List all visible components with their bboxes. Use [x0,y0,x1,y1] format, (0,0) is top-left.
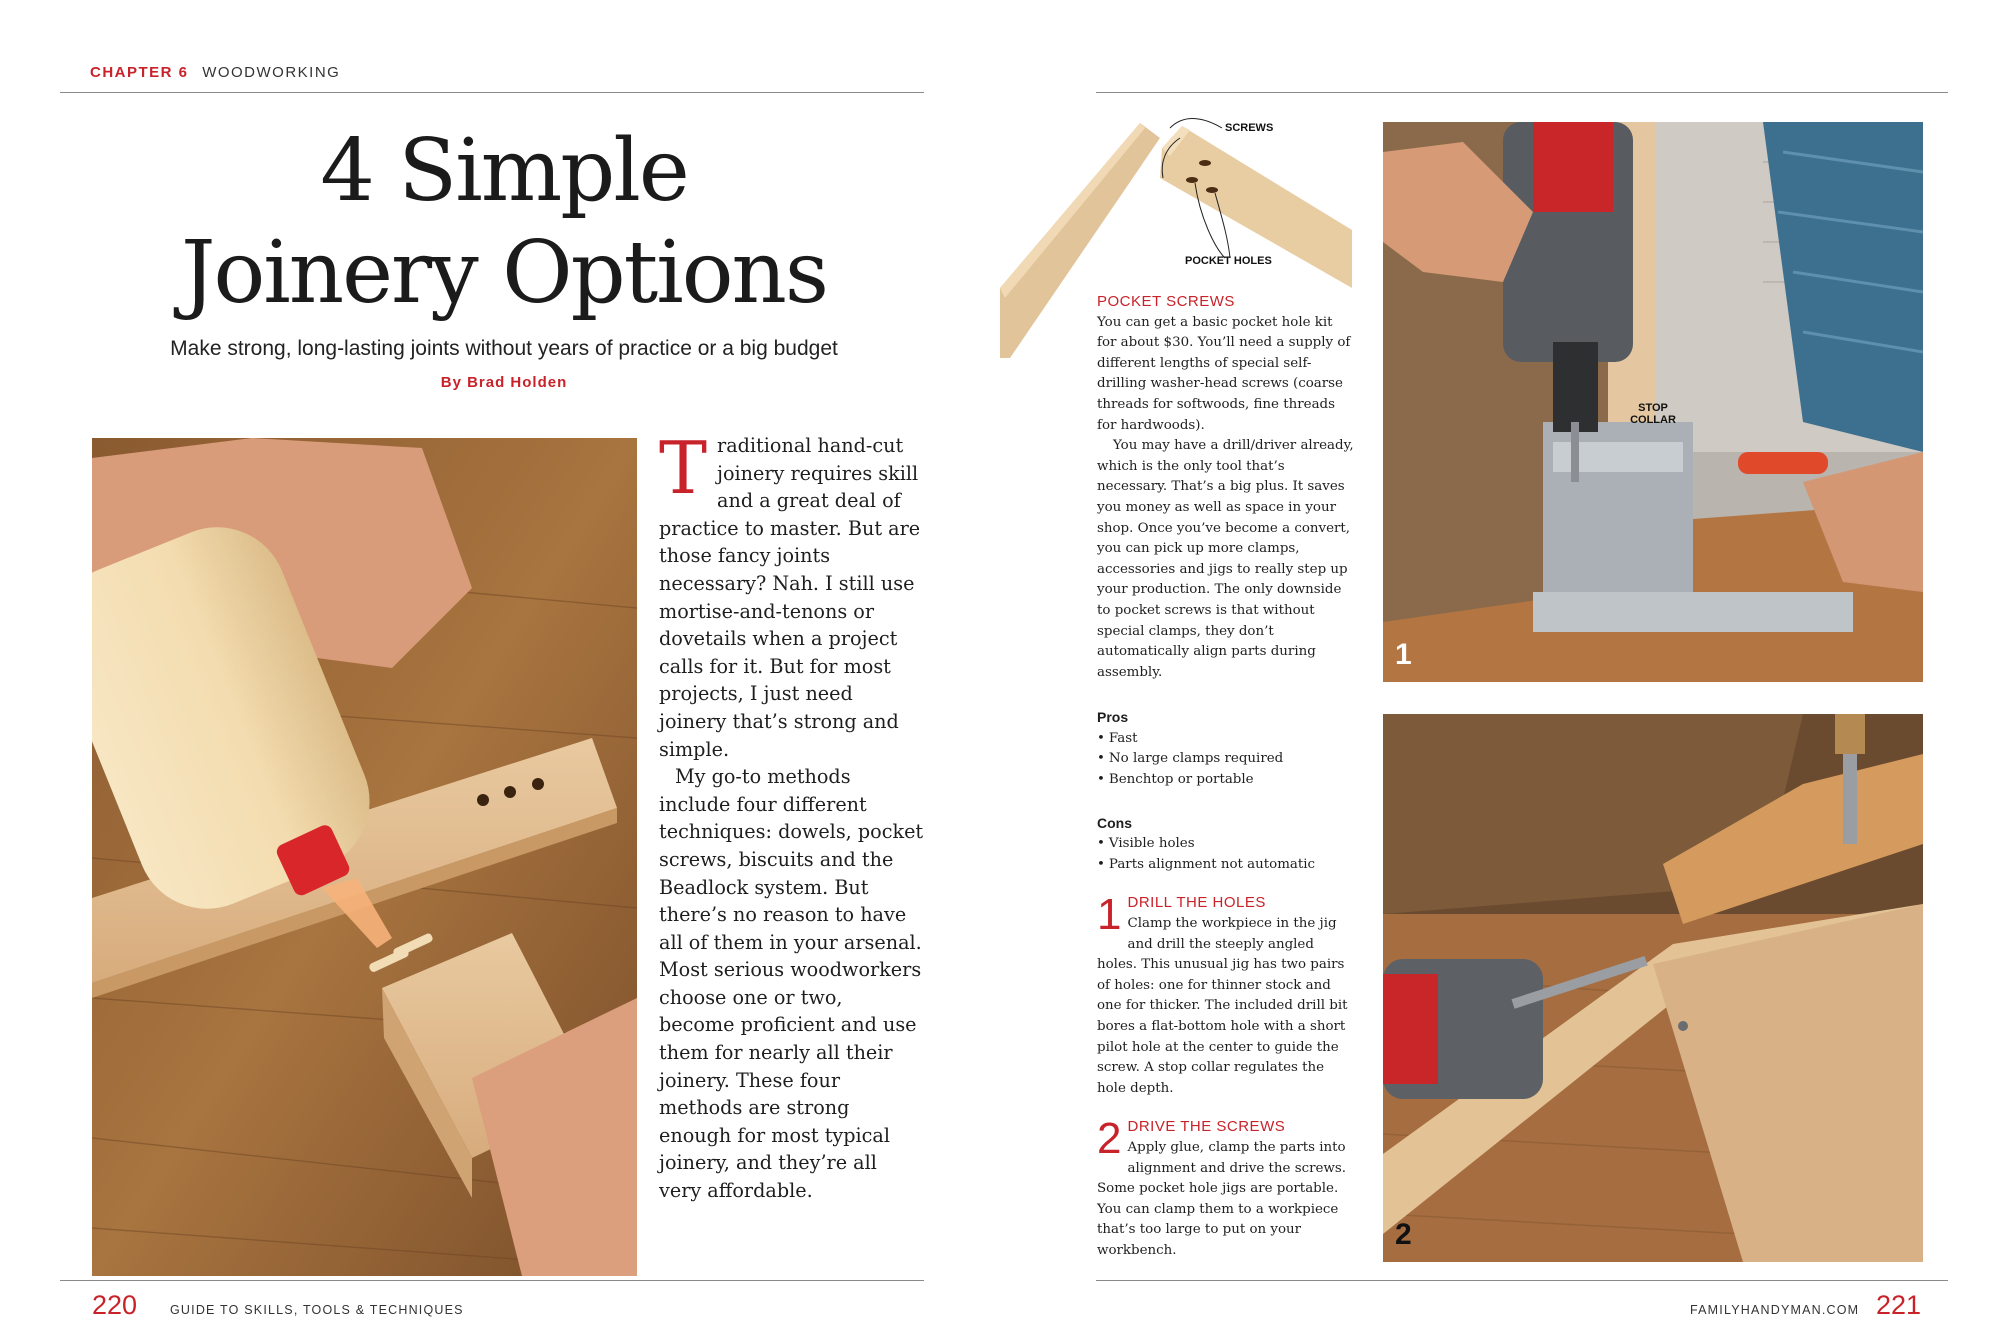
header-rule [60,92,924,93]
page-number-right: 221 [1876,1290,1922,1320]
pocket-holes-label: POCKET HOLES [1185,255,1272,267]
step-1-number: 1 [1097,890,1122,940]
footer-website: FAMILYHANDYMAN.COM [1690,1303,1860,1317]
glue-dowel-photo [92,438,637,1276]
title-line-1: 4 Simple [320,121,688,221]
footer-guide-text: GUIDE TO SKILLS, TOOLS & TECHNIQUES [170,1303,464,1317]
article-subtitle: Make strong, long-lasting joints without years of practice or a big budget [170,337,838,360]
cons-item: • Parts alignment not automatic [1097,855,1355,876]
step-2 [1097,1114,1355,1261]
drop-cap: T [659,426,708,510]
section-label: WOODWORKING [202,64,341,81]
intro-body [659,426,924,1205]
pros-list [1097,729,1355,791]
cons-item: • Visible holes [1097,834,1355,855]
cons-list [1097,834,1355,875]
pocket-screws-heading: POCKET SCREWS [1097,293,1235,310]
header-rule-right [1096,92,1948,93]
right-page [1000,0,2000,1338]
step-2-number: 2 [1097,1114,1122,1164]
page-number-left: 220 [92,1290,138,1320]
stop-collar-label: STOP COLLAR [1630,402,1676,426]
step-2-heading: DRIVE THE SCREWS [1127,1118,1286,1136]
footer-rule-right [1096,1280,1948,1281]
title-line-2: Joinery Options [181,223,827,323]
pocket-screws-paragraph-2: You may have a drill/driver already, which is the only tool that’s necessary. That’s a big plus. It saves you money as well as space in your shop. Once you’ve become a convert, you can pick up more clamps, accessories and jigs to really step up your production. The only downside to pocket screws is that without special clamps, they don’t automatically align parts during assembly. [1097,438,1354,680]
photo-1-number: 1 [1395,638,1412,671]
step-1-text: Clamp the workpiece in the jig and drill the steeply angled holes. This unusual jig has two pairs of holes: one for thinner stock and one for thicker. The included drill bit bores a flat-bottom hole with a short pilot hole at the center to guide the screw. A stop collar regulates the hole depth. [1097,916,1348,1096]
byline: By Brad Holden [440,374,568,391]
chapter-header [90,64,340,81]
pros-item: • No large clamps required [1097,749,1355,770]
pros-heading: Pros [1097,709,1129,726]
screws-label: SCREWS [1225,122,1274,134]
pocket-screws-paragraph-1: You can get a basic pocket hole kit for about $30. You’ll need a supply of different lengths of special self-drilling washer-head screws (coarse threads for softwoods, fine threads for hardwoods). [1097,314,1351,433]
cons-heading: Cons [1097,814,1132,831]
chapter-label: CHAPTER 6 [90,64,189,81]
step-1 [1097,890,1355,1099]
drive-screws-photo [1383,714,1923,1262]
step-2-text: Apply glue, clamp the parts into alignment and drive the screws. Some pocket hole jigs are portable. You can clamp them to a workpiece that’s too large to put on your workbench. [1097,1139,1347,1258]
step-1-heading: DRILL THE HOLES [1127,894,1266,912]
pros-item: • Benchtop or portable [1097,770,1355,791]
intro-paragraph-1-text: raditional hand-cut joinery requires skill and a great deal of practice to master. But are those fancy joints necessary? Nah. I still use mortise-and-tenons or dovetails when a project calls for it. But for most projects, I just need joinery that’s strong and simple. [659,434,921,761]
intro-paragraph-2: My go-to methods include four different techniques: dowels, pocket screws, biscuits and the Beadlock system. But there’s no reason to have all of them in your arsenal. Most serious woodworkers choose one or two, become proficient and use them for nearly all their joinery. These four methods are strong enough for most typical joinery, and they’re all very affordable. [659,765,924,1203]
pros-item: • Fast [1097,729,1355,750]
intro-paragraph-1 [659,426,924,763]
pocket-screws-column [1097,292,1355,1262]
footer-rule [60,1280,924,1281]
article-title [100,120,908,324]
photo-2-number: 2 [1395,1218,1412,1251]
